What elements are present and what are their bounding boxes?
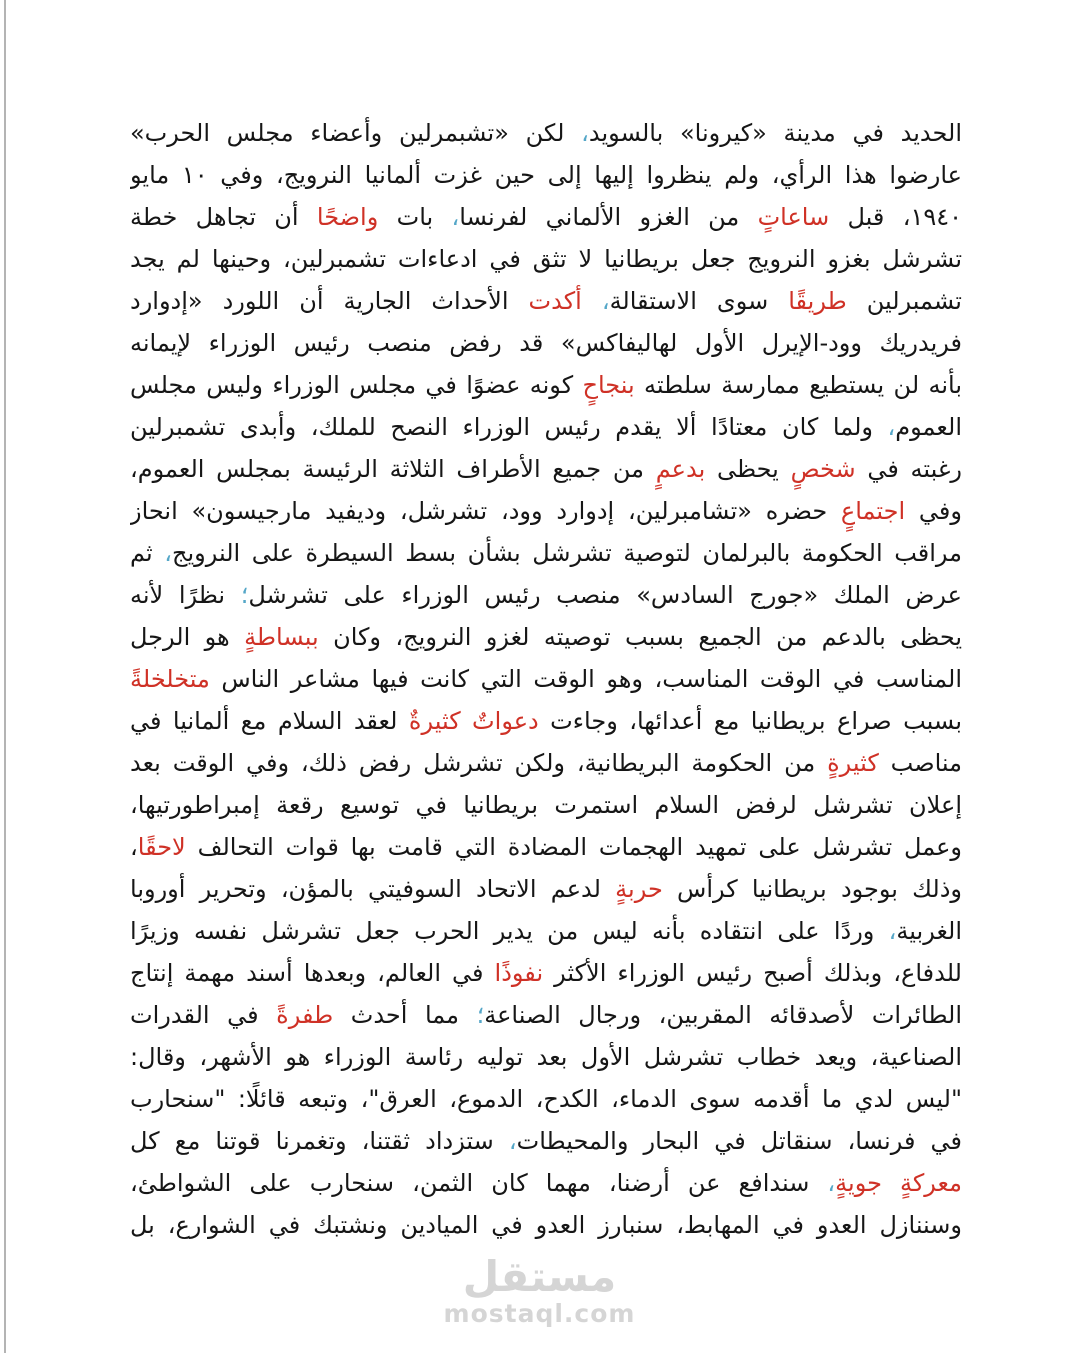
text-line bbox=[130, 490, 962, 532]
text-segment: أن تجاهل خطة bbox=[130, 203, 317, 231]
text-segment: يحظى bbox=[705, 455, 791, 483]
text-segment: بسبب صراع بريطانيا مع أعدائها، وجاءت bbox=[538, 707, 962, 735]
highlighted-text: بدعمٍ bbox=[655, 455, 706, 483]
text-line bbox=[130, 196, 962, 238]
text-segment: لكن «تشبمرلين وأعضاء مجلس الحرب» bbox=[130, 119, 582, 147]
highlighted-text: ساعاتٍ bbox=[757, 203, 830, 231]
text-segment: من جميع الأطراف الثلاثة الرئيسة بمجلس العموم، bbox=[130, 455, 656, 483]
highlighted-text: بنجاحٍ bbox=[582, 371, 635, 399]
text-segment: لدعم الاتحاد السوفيتي بالمؤن، وتحرير أوروبا bbox=[130, 875, 616, 903]
text-segment: وردًا على انتقاده بأنه ليس من يدير الحرب جعل تشرشل نفسه وزيرًا bbox=[130, 917, 889, 945]
text-segment: للدفاع، وبذلك أصبح رئيس الوزراء الأكثر bbox=[543, 959, 962, 987]
text-segment: مناصب bbox=[878, 749, 962, 777]
accent-punctuation: ؛ bbox=[476, 1001, 485, 1029]
text-line bbox=[130, 952, 962, 994]
accent-punctuation: ، bbox=[508, 1127, 517, 1155]
highlighted-text: اجتماعٍ bbox=[840, 497, 906, 525]
text-segment: مراقب الحكومة بالبرلمان لتوصية تشرشل بشأن بسط السيطرة على النرويج bbox=[171, 539, 962, 567]
highlighted-text: حربةٍ bbox=[615, 875, 663, 903]
highlighted-text: لاحقًا bbox=[137, 833, 186, 861]
text-segment: وذلك بوجود بريطانيا كرأس bbox=[662, 875, 962, 903]
text-line bbox=[130, 1120, 962, 1162]
text-line bbox=[130, 1162, 962, 1204]
text-segment: ولما كان معتادًا ألا يقدم رئيس الوزراء النصح للملك، وأبدى تشمبرلين bbox=[130, 413, 888, 441]
accent-punctuation: ؛ bbox=[240, 581, 249, 609]
text-line bbox=[130, 1204, 962, 1246]
text-line bbox=[130, 406, 962, 448]
text-segment: الصناعية، ويعد خطاب تشرشل الأول بعد توليه رئاسة الوزراء هو الأشهر، وقال: bbox=[130, 1043, 962, 1071]
text-line bbox=[130, 1078, 962, 1120]
text-segment: نظرًا لأنه bbox=[130, 581, 241, 609]
text-segment: سوى الاستقالة bbox=[609, 287, 789, 315]
text-segment: هو الرجل bbox=[130, 623, 245, 651]
text-segment: في العالم، وبعدها أسند مهمة إنتاج bbox=[130, 959, 495, 987]
text-segment: مما أحدث bbox=[333, 1001, 477, 1029]
highlighted-text: طفرةً bbox=[276, 1001, 334, 1029]
article-text bbox=[130, 112, 962, 1246]
text-segment: لعقد السلام مع ألمانيا في bbox=[130, 707, 409, 735]
text-segment: "ليس لدي ما أقدمه سوى الدماء، الكدح، الدموع، العرق"، وتبعه قائلًا: "سنحارب bbox=[130, 1085, 962, 1113]
text-line bbox=[130, 238, 962, 280]
text-segment: وعمل تشرشل على تمهيد الهجمات المضادة التي قامت بها قوات التحالف bbox=[185, 833, 962, 861]
text-line bbox=[130, 532, 962, 574]
highlighted-text: شخصٍ bbox=[790, 455, 856, 483]
text-line bbox=[130, 616, 962, 658]
text-segment: يحظى بالدعم من الجميع بسبب توصيته لغزو النرويج، وكان bbox=[318, 623, 962, 651]
accent-punctuation: ، bbox=[888, 917, 897, 945]
text-segment: ١٩٤٠، قبل bbox=[829, 203, 962, 231]
text-segment: الغربية bbox=[896, 917, 962, 945]
highlighted-text: متخلخلةً bbox=[130, 665, 210, 693]
text-segment: ، bbox=[130, 833, 138, 861]
text-line bbox=[130, 826, 962, 868]
text-segment: إعلان تشرشل لرفض السلام استمرت بريطانيا في توسيع رقعة إمبراطورتيها، bbox=[130, 791, 962, 819]
text-segment: تشمبرلين bbox=[846, 287, 962, 315]
text-segment: الحديد في مدينة «كيرونا» بالسويد bbox=[588, 119, 962, 147]
accent-punctuation: ، bbox=[451, 203, 460, 231]
text-line bbox=[130, 994, 962, 1036]
accent-punctuation: ، bbox=[581, 119, 589, 147]
text-line bbox=[130, 574, 962, 616]
accent-punctuation: ، bbox=[887, 413, 896, 441]
text-line bbox=[130, 448, 962, 490]
accent-punctuation: ، bbox=[601, 287, 610, 315]
text-line bbox=[130, 658, 962, 700]
text-line bbox=[130, 364, 962, 406]
text-segment: العموم bbox=[895, 413, 962, 441]
text-segment: الطائرات لأصدقائه المقربين، ورجال الصناعة bbox=[484, 1001, 962, 1029]
text-segment: حضره «تشامبرلين، إدوارد وود، تشرشل، وديفيد مارجيسون» انحاز bbox=[130, 497, 841, 525]
text-segment: المناسب في الوقت المناسب، وهو الوقت التي كانت فيها مشاعر الناس bbox=[209, 665, 962, 693]
text-segment: في فرنسا، سنقاتل في البحار والمحيطات bbox=[516, 1127, 962, 1155]
text-line bbox=[130, 112, 962, 154]
text-segment: فريدريك وود-الإيرل الأول لهاليفاكس» قد رفض منصب رئيس الوزراء لإيمانه bbox=[130, 329, 962, 357]
text-line bbox=[130, 322, 962, 364]
text-line bbox=[130, 1036, 962, 1078]
text-segment: كونه عضوًا في مجلس الوزراء وليس مجلس bbox=[130, 371, 583, 399]
highlighted-text: كثيرةٍ bbox=[827, 749, 879, 777]
text-line bbox=[130, 742, 962, 784]
text-line bbox=[130, 784, 962, 826]
text-segment: تشرشل بغزو النرويج جعل بريطانيا لا تثق في ادعاءات تشمبرلين، وحينها لم يجد bbox=[130, 245, 962, 273]
text-segment: بات bbox=[378, 203, 452, 231]
text-segment: ثم bbox=[130, 539, 165, 567]
text-segment: وفي bbox=[905, 497, 962, 525]
text-segment: ستزداد ثقتنا، وتغمرنا قوتنا مع كل bbox=[130, 1127, 509, 1155]
text-segment bbox=[582, 287, 602, 315]
text-segment: من الحكومة البريطانية، ولكن تشرشل رفض ذلك، وفي الوقت بعد bbox=[130, 749, 828, 777]
text-segment: سندافع عن أرضنا، مهما كان الثمن، سنحارب على الشواطئ، bbox=[130, 1169, 828, 1197]
text-segment: عارضوا هذا الرأي، ولم ينظروا إليها إلى حين غزت ألمانيا النرويج، وفي ١٠ مايو bbox=[130, 161, 962, 189]
text-segment: من الغزو الألماني لفرنسا bbox=[459, 203, 758, 231]
accent-punctuation: ، bbox=[164, 539, 172, 567]
text-segment: رغبته في bbox=[855, 455, 962, 483]
text-segment: عرض الملك «جورج السادس» منصب رئيس الوزراء على تشرشل bbox=[248, 581, 962, 609]
page-left-border bbox=[4, 0, 6, 1353]
highlighted-text: ببساطةٍ bbox=[244, 623, 319, 651]
highlighted-text: واضحًا bbox=[316, 203, 379, 231]
mostaql-logo: مستقل bbox=[462, 1252, 617, 1301]
highlighted-text: دعواتٌ كثيرةٌ bbox=[408, 707, 539, 735]
accent-punctuation: ، bbox=[827, 1169, 836, 1197]
highlighted-text: أكدت bbox=[528, 287, 582, 315]
text-segment: الأحداث الجارية أن اللورد «إدوارد bbox=[130, 287, 529, 315]
highlighted-text: نفوذًا bbox=[494, 959, 544, 987]
mostaql-site-text: mostaql.com bbox=[443, 1299, 636, 1328]
text-line bbox=[130, 910, 962, 952]
text-line bbox=[130, 154, 962, 196]
text-segment: في القدرات bbox=[130, 1001, 277, 1029]
highlighted-text: معركةٍ جويةٍ bbox=[835, 1169, 962, 1197]
text-segment: بأنه لن يستطيع ممارسة سلطته bbox=[634, 371, 962, 399]
text-line bbox=[130, 280, 962, 322]
text-line bbox=[130, 868, 962, 910]
highlighted-text: طريقًا bbox=[788, 287, 847, 315]
watermark bbox=[0, 1252, 1079, 1326]
text-segment: وسننازل العدو في المهابط، سنبارز العدو في الميادين ونشتبك في الشوارع، بل bbox=[130, 1211, 962, 1239]
text-line bbox=[130, 700, 962, 742]
